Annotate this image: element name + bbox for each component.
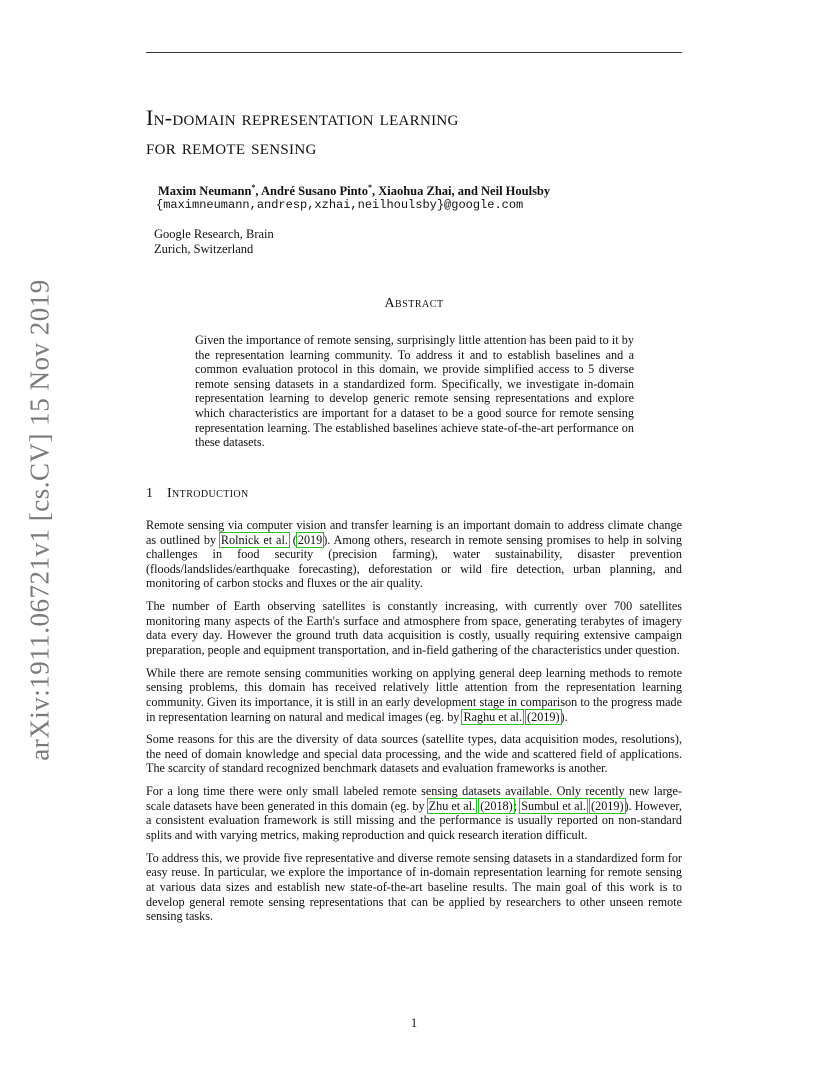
author-mark: * bbox=[251, 183, 256, 192]
text-run: ; bbox=[513, 798, 521, 813]
affiliation-line-1: Google Research, Brain bbox=[154, 227, 274, 241]
text-run: Remote sensing via computer vision and transfer learning is an important domain to address climate change as outlined by bbox=[146, 518, 682, 547]
page-number: 1 bbox=[410, 1016, 418, 1030]
paragraph bbox=[146, 784, 682, 842]
text-run: ). However, a consistent evaluation framework is still missing and the performance is usually reported on non-standard splits and with varying metrics, making reproduction and quick research iteration difficult. bbox=[146, 798, 682, 843]
paragraph: The number of Earth observing satellites is constantly increasing, with currently over 700 satellites monitoring many aspects of the Earth's surface and atmosphere from space, generating terabytes of imagery data every day. However the ground truth data acquisition is costly, usually requiring extensive campaign preparation, people and equipment transportation, and in-field gathering of the characteristics under question. bbox=[146, 599, 682, 657]
paragraph bbox=[146, 518, 682, 591]
top-rule bbox=[146, 52, 682, 53]
section-number: 1 bbox=[146, 486, 153, 501]
author-separator: , bbox=[371, 184, 379, 199]
citation-link[interactable]: Zhu et al. bbox=[428, 798, 476, 813]
citation-link[interactable]: Raghu et al. bbox=[463, 709, 522, 724]
paper-title bbox=[146, 103, 706, 161]
title-line-1: In-domain representation learning bbox=[146, 105, 459, 130]
author-name: Xiaohua Zhai, and Neil Houlsby bbox=[378, 184, 551, 199]
paragraph bbox=[146, 666, 682, 724]
paragraph: Some reasons for this are the diversity of data sources (satellite types, data acquisition modes, resolutions), the need of domain knowledge and special data processing, and the wide and scattered field of applications. The scarcity of standard recognized benchmark datasets and evaluation frameworks is another. bbox=[146, 732, 682, 776]
text-run: ( bbox=[288, 532, 297, 547]
author-mark: * bbox=[367, 183, 372, 192]
author-name: Maxim Neumann bbox=[158, 184, 252, 199]
body-text bbox=[146, 518, 682, 932]
author-emails: {maximneumann,andresp,xzhai,neilhoulsby}@google.com bbox=[156, 198, 524, 212]
section-title: Introduction bbox=[167, 486, 249, 501]
title-line-2: for remote sensing bbox=[146, 134, 317, 159]
citation-link[interactable]: (2019) bbox=[527, 709, 560, 724]
citation-link[interactable]: Sumbul et al. bbox=[521, 798, 586, 813]
citation-link[interactable]: (2019) bbox=[591, 798, 624, 813]
affiliation-line-2: Zurich, Switzerland bbox=[154, 242, 254, 256]
author-separator: , bbox=[255, 184, 261, 199]
citation-link[interactable]: (2018) bbox=[480, 798, 513, 813]
citation-link[interactable]: 2019 bbox=[297, 532, 323, 547]
paragraph: To address this, we provide five representative and diverse remote sensing datasets in a standardized form for easy reuse. In particular, we explore the importance of in-domain representation learning for remote sensing at various data sizes and establish new state-of-the-art baseline results. The main goal of this work is to develop general remote sensing representations that can be applied by researchers to other unseen remote sensing tasks. bbox=[146, 850, 682, 924]
text-run: ). bbox=[560, 709, 568, 724]
abstract-text: Given the importance of remote sensing, surprisingly little attention has been paid to it by the representation learning community. To address it and to establish baselines and a common evaluation protocol in this domain, we provide simplified access to 5 diverse remote sensing datasets in a standardized form. Specifically, we investigate in-domain representation learning to develop generic remote sensing representations and explore which characteristics are important for a dataset to be a good source for remote sensing representation learning. The established baselines achieve state-of-the-art performance on these datasets. bbox=[195, 333, 634, 450]
text-run: ). Among others, research in remote sensing promises to help in solving challenges in food security (precision farming), water sustainability, disaster prevention (floods/landslides/earthquake forecasting), deforestation or wild fire detection, urban planning, and monitoring of carbon stocks and fluxes or the air quality. bbox=[146, 532, 682, 591]
section-heading bbox=[146, 486, 249, 502]
arxiv-stamp-text: arXiv:1911.06721v1 [cs.CV] 15 Nov 2019 bbox=[24, 279, 55, 761]
abstract-heading: Abstract bbox=[384, 296, 444, 311]
text-run: For a long time there were only small labeled remote sensing datasets available. Only recently new large-scale datasets have been generated in this domain (eg. by bbox=[146, 784, 682, 813]
text-run: While there are remote sensing communities working on applying general deep learning methods to remote sensing problems, this domain has received relatively little attention from the representation learning community. Given its importance, it is still in an early development stage in comparison to the progress made in representation learning on natural and medical images (eg. by bbox=[146, 665, 682, 724]
author-name: André Susano Pinto bbox=[260, 184, 368, 199]
author-list bbox=[158, 183, 550, 199]
citation-link[interactable]: Rolnick et al. bbox=[220, 532, 288, 547]
affiliation bbox=[154, 227, 274, 257]
